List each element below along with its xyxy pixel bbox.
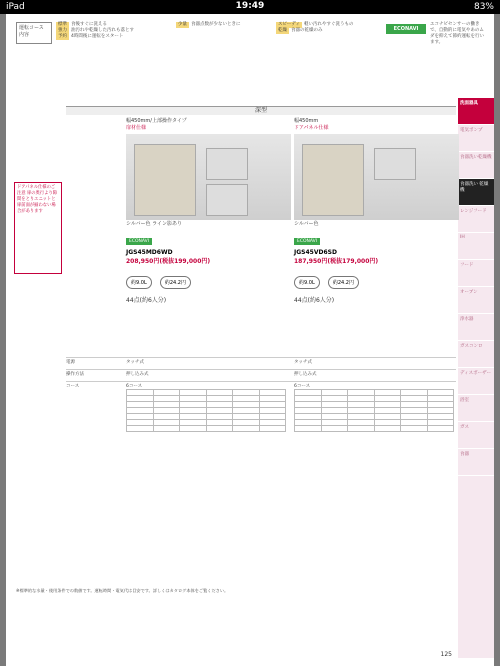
side-tab[interactable]: 浴室 bbox=[458, 395, 494, 422]
product-column-a bbox=[126, 117, 291, 304]
legend-col-1: 標準 食後すぐに洗える 強力 油汚れや乾燥した汚れも落とす 予約 4時間後に運転をスタート bbox=[58, 22, 134, 39]
dishwasher-image bbox=[302, 144, 364, 216]
product-b-model: JGS45VD6SD bbox=[294, 249, 337, 256]
side-tab[interactable]: フード bbox=[458, 260, 494, 287]
section-title: 深型 bbox=[66, 107, 456, 115]
product-column-b bbox=[294, 117, 459, 304]
econavi-badge: ECONAVI bbox=[294, 238, 320, 245]
product-a-tag: 扉材仕様 bbox=[126, 125, 147, 131]
spec-row: 操作方法 押し込み式 押し込み式 bbox=[66, 369, 456, 382]
product-a-caption: シルバー色 ライン影あり bbox=[126, 221, 182, 227]
power-pill: 約24.2円 bbox=[328, 276, 359, 289]
legend-box: 運転コース 内容 bbox=[16, 22, 52, 44]
spec-row: コース 6コース 6コース bbox=[66, 381, 456, 582]
product-b-tableware: 44点(約6人分) bbox=[294, 297, 335, 304]
legend-col-3: スピーディ 軽い汚れやすぐ洗うもの 乾燥 食器の乾燥のみ bbox=[278, 22, 354, 33]
footnote: ※標準的な水量・使用条件での数値です。運転時間・電気代は目安です。詳しくはカタログ本体をご覧ください。 bbox=[16, 588, 229, 593]
side-tab[interactable]: ガス bbox=[458, 422, 494, 449]
status-bar bbox=[0, 0, 500, 14]
side-tab[interactable]: 電気ポンプ bbox=[458, 125, 494, 152]
side-tab[interactable]: レンジフード bbox=[458, 206, 494, 233]
dishwasher-image bbox=[134, 144, 196, 216]
econavi-badge: ECONAVI bbox=[126, 238, 152, 245]
product-a-tableware: 44点(約6人分) bbox=[126, 297, 167, 304]
capacity-pill: 約9.0L bbox=[294, 276, 320, 289]
side-tab[interactable]: 食器洗い 乾燥機 bbox=[458, 179, 494, 206]
side-tab[interactable]: 食器洗い乾燥機 bbox=[458, 152, 494, 179]
course-table-b bbox=[294, 389, 454, 432]
power-pill: 約24.2円 bbox=[160, 276, 191, 289]
econavi-description: エコナビセンサーの働きで、自動的に電気やあのムダを抑えて節約運転を行います。 bbox=[430, 22, 484, 45]
product-b-price: 187,950円(税抜179,000円) bbox=[294, 258, 379, 265]
battery-level: 83% bbox=[473, 2, 494, 12]
side-tab[interactable]: オーブン bbox=[458, 287, 494, 314]
econavi-logo: ECONAVI bbox=[386, 24, 426, 34]
product-b-caption: シルバー色 bbox=[294, 221, 319, 227]
side-index bbox=[458, 98, 494, 658]
page-number: 125 bbox=[440, 651, 452, 658]
product-a-width: 幅450mm/上部操作タイプ bbox=[126, 118, 187, 124]
product-b-metrics bbox=[294, 269, 459, 289]
product-b-tag: ドアパネル仕様 bbox=[294, 125, 329, 131]
side-tab[interactable]: ディスポーザー bbox=[458, 368, 494, 395]
side-tab[interactable]: 食器 bbox=[458, 449, 494, 476]
course-table-a bbox=[126, 389, 286, 432]
product-b-photo bbox=[294, 134, 459, 220]
course-legend bbox=[16, 22, 384, 78]
product-a-metrics bbox=[126, 269, 291, 289]
product-a-model: JGS45MD6WD bbox=[126, 249, 173, 256]
clock: 19:49 bbox=[235, 1, 265, 11]
catalog-page bbox=[6, 14, 494, 666]
capacity-pill: 約9.0L bbox=[126, 276, 152, 289]
side-tab[interactable]: 洗面器具 bbox=[458, 98, 494, 125]
side-tab[interactable]: IH bbox=[458, 233, 494, 260]
spec-row: 電源 タッチ式 タッチ式 bbox=[66, 357, 456, 370]
spec-table bbox=[66, 106, 456, 587]
panel-image bbox=[374, 148, 416, 180]
side-tab[interactable]: ガスコンロ bbox=[458, 341, 494, 368]
product-a-price: 208,950円(税抜199,000円) bbox=[126, 258, 211, 265]
door-panel-warning: ドアパネル仕様のご注意 扉の奥行より隙間をとりユニットと扉前面が揃わない場合があります bbox=[14, 182, 62, 274]
product-b-width: 幅450mm bbox=[294, 118, 319, 124]
side-tab[interactable]: 浄水器 bbox=[458, 314, 494, 341]
product-a-photo bbox=[126, 134, 291, 220]
device-label: iPad bbox=[6, 2, 25, 12]
line-image bbox=[206, 184, 248, 216]
handle-image bbox=[206, 148, 248, 180]
legend-col-2: 少量 食器点数が少ないときに bbox=[178, 22, 241, 27]
